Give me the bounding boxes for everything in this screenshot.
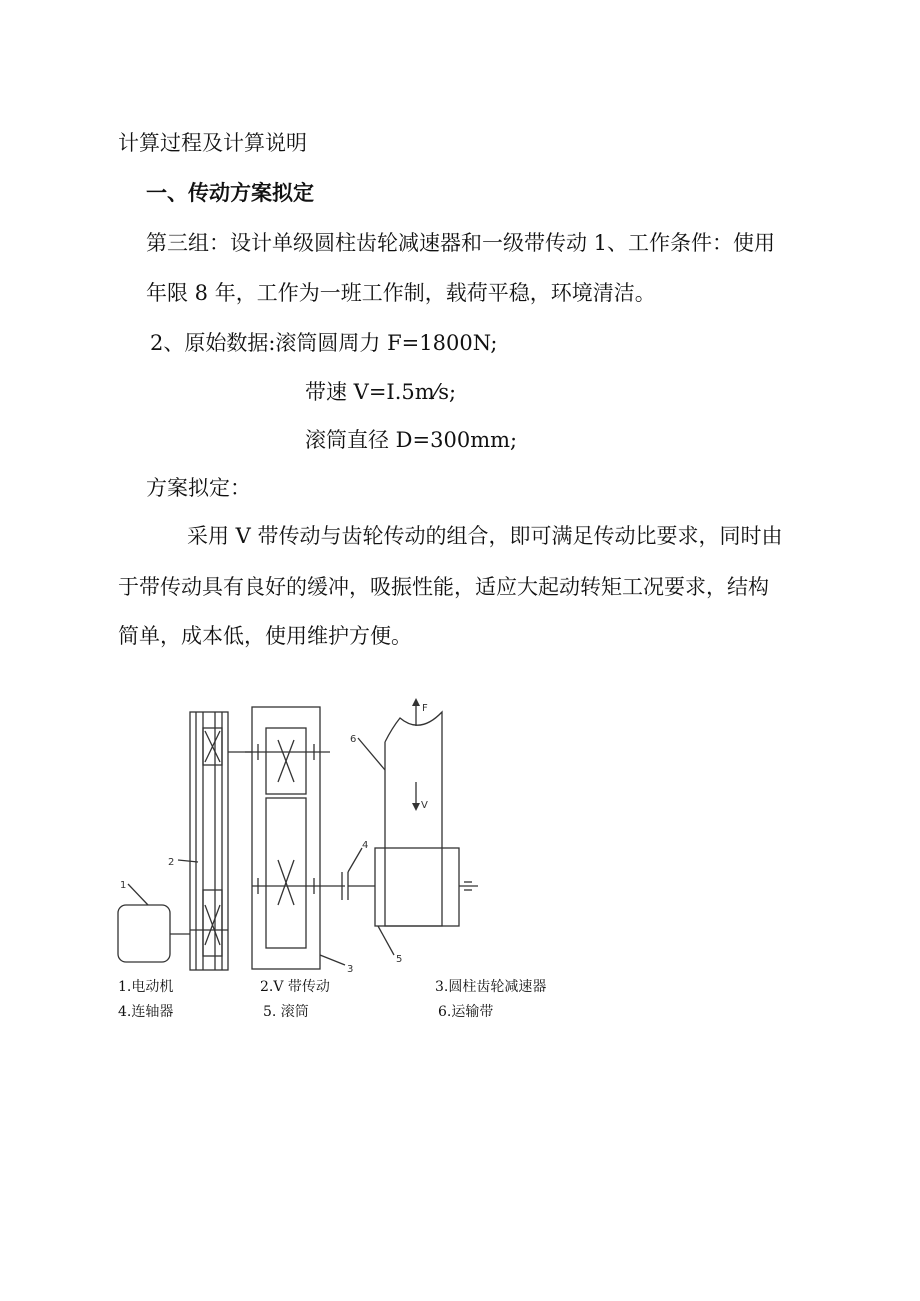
working-conditions-line-2: 年限 8 年，工作为一班工作制，载荷平稳，环境清洁。 (146, 281, 656, 305)
v-belt-drive (190, 712, 252, 970)
scheme-label: 方案拟定： (146, 476, 251, 500)
label-6: 6 (350, 734, 357, 745)
legend-item-5: 5. 滚筒 (263, 1004, 309, 1020)
legend-item-4: 4.连轴器 (118, 1004, 174, 1020)
legend-item-1: 1.电动机 (118, 979, 174, 995)
label-2: 2 (168, 857, 175, 868)
scheme-paragraph-line-2: 于带传动具有良好的缓冲，吸振性能，适应大起动转矩工况要求，结构 (118, 575, 769, 599)
force-label: F (422, 703, 428, 714)
belt-speed-line: 带速 V=I.5m⁄s; (305, 380, 457, 404)
coupling (342, 872, 375, 900)
drum-diameter-line: 滚筒直径 D=300mm; (305, 428, 518, 452)
conveyor-belt (385, 698, 442, 926)
label-4: 4 (362, 840, 369, 851)
label-1: 1 (120, 880, 127, 891)
document-heading: 计算过程及计算说明 (118, 131, 307, 155)
raw-data-line: 2、原始数据:滚筒圆周力 F=1800N; (150, 331, 498, 355)
label-5: 5 (396, 954, 403, 965)
legend-item-2: 2.V 带传动 (260, 979, 330, 995)
scheme-paragraph-line-3: 简单，成本低，使用维护方便。 (118, 624, 412, 648)
velocity-label: V (421, 800, 428, 811)
legend-item-3: 3.圆柱齿轮减速器 (435, 979, 547, 995)
electric-motor (118, 905, 190, 962)
section-title: 一、传动方案拟定 (146, 180, 314, 205)
scheme-paragraph-line-1: 采用 V 带传动与齿轮传动的组合，即可满足传动比要求，同时由 (187, 524, 783, 548)
gear-reducer (245, 707, 345, 969)
drum (375, 848, 478, 926)
legend-item-6: 6.运输带 (438, 1004, 494, 1020)
label-3: 3 (347, 964, 354, 975)
working-conditions-line-1: 第三组：设计单级圆柱齿轮减速器和一级带传动 1、工作条件：使用 (146, 231, 776, 255)
